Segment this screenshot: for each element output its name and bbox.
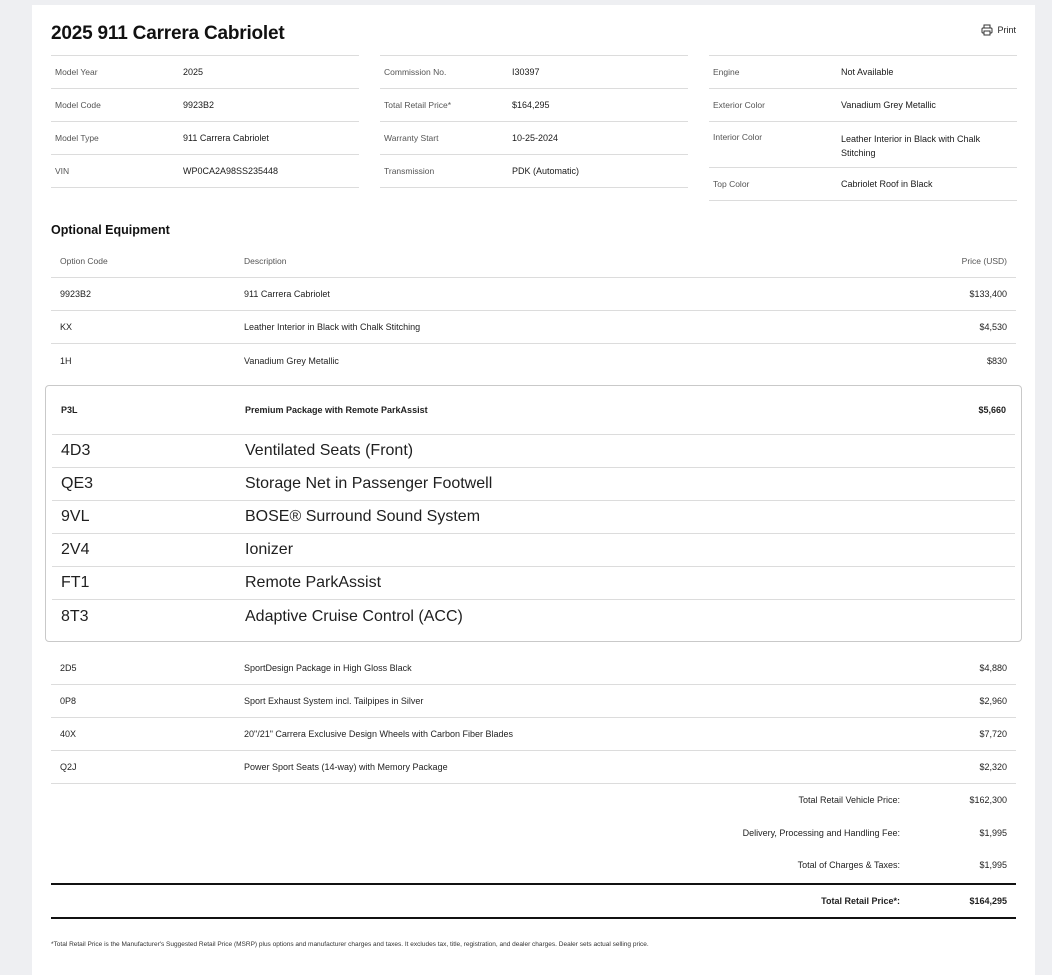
option-code: 0P8 [60,696,77,706]
option-code: 9923B2 [60,289,92,299]
spec-value: Vanadium Grey Metallic [841,100,936,110]
total-final-label: Total Retail Price*: [821,896,900,906]
package-item-row [52,567,1015,600]
header-description: Description [244,256,287,266]
table-row [51,311,1016,344]
spec-label: Model Type [55,133,99,143]
spec-column-1 [51,55,359,188]
option-code: 8T3 [61,607,89,625]
option-description: Ventilated Seats (Front) [245,442,414,459]
spec-label: Top Color [713,179,750,189]
total-value: $1,995 [979,827,1007,838]
spec-value: 911 Carrera Cabriolet [183,133,269,143]
option-description: Power Sport Seats (14-way) with Memory Package [244,762,448,772]
option-code: QE3 [61,475,94,492]
printer-icon [981,24,993,36]
option-description: Remote ParkAssist [245,574,382,591]
table-row [51,652,1016,685]
options-rows-after [51,652,1016,784]
totals-section [51,784,1016,882]
header-option-code: Option Code [60,256,108,266]
package-item-row [52,501,1015,534]
option-description: Vanadium Grey Metallic [244,355,339,366]
option-code: Q2J [60,762,77,772]
spec-value: Leather Interior in Black with Chalk Stitching [841,134,981,158]
spec-row [380,155,688,188]
spec-column-2 [380,55,688,188]
spec-row [51,89,359,122]
option-code: 2V4 [61,541,90,558]
table-row [51,685,1016,718]
option-description: Storage Net in Passenger Footwell [245,475,493,492]
option-description: Sport Exhaust System incl. Tailpipes in Silver [244,696,424,706]
spec-label: Model Code [55,100,101,110]
option-price: $133,400 [969,289,1007,299]
table-row [51,344,1016,377]
option-code: 4D3 [61,442,91,459]
option-price: $4,530 [979,322,1007,332]
total-label: Total of Charges & Taxes: [797,860,900,871]
optional-equipment-title: Optional Equipment [51,223,170,237]
spec-row [709,55,1017,89]
option-price: $4,880 [979,663,1007,673]
package-code: P3L [61,405,78,415]
option-price: $2,960 [979,696,1007,706]
table-row [51,751,1016,784]
spec-label: Commission No. [384,67,447,77]
spec-row [709,89,1017,122]
spec-value: 10-25-2024 [512,133,559,143]
option-code: 1H [60,355,72,366]
spec-row [380,89,688,122]
options-rows-before [51,278,1016,377]
spec-row [51,155,359,188]
total-value: $1,995 [979,860,1007,871]
spec-row [380,55,688,89]
option-code: 2D5 [60,663,77,673]
page-title: 2025 911 Carrera Cabriolet [51,23,285,44]
spec-value: Cabriolet Roof in Black [841,179,933,189]
total-retail-price-row [51,883,1016,919]
table-row [51,278,1016,311]
spec-row [51,55,359,89]
total-label: Total Retail Vehicle Price: [798,795,900,806]
option-price: $7,720 [979,729,1007,739]
spec-row [380,122,688,155]
option-code: FT1 [61,574,90,591]
option-description: Ionizer [245,541,294,558]
spec-value: 9923B2 [183,100,215,110]
spec-label: Transmission [384,166,435,176]
spec-value: $164,295 [512,100,550,110]
spec-label: Model Year [55,67,98,77]
option-description: Leather Interior in Black with Chalk Stitching [244,322,421,332]
package-items [52,435,1015,633]
total-row [51,817,1016,850]
spec-value: I30397 [512,67,540,77]
header-price: Price (USD) [961,256,1007,266]
spec-value: Not Available [841,67,894,77]
print-label: Print [997,25,1016,35]
total-row [51,784,1016,817]
spec-label: Engine [713,67,740,77]
options-table-header [51,245,1016,278]
package-item-row [52,534,1015,567]
spec-row [709,168,1017,201]
package-description: Premium Package with Remote ParkAssist [245,405,428,415]
total-row [51,849,1016,882]
spec-label: VIN [55,166,70,176]
package-header-row [52,386,1015,435]
option-description: SportDesign Package in High Gloss Black [244,663,412,673]
spec-row [709,122,1017,168]
option-description: Adaptive Cruise Control (ACC) [245,607,463,625]
option-code: KX [60,322,73,332]
window-sticker-card [32,5,1035,975]
price-footnote: *Total Retail Price is the Manufacturer's Suggested Retail Price (MSRP) plus options and manufacturer charges and taxes. It excludes tax, title, registration, and dealer charges. Dealer sets actual selling price. [51,941,649,948]
spec-column-3 [709,55,1017,201]
spec-label: Total Retail Price* [384,100,452,110]
package-group-p3l [45,385,1022,642]
spec-value: WP0CA2A98SS235448 [183,166,279,176]
spec-label: Warranty Start [384,133,439,143]
total-final-value: $164,295 [969,896,1007,906]
package-item-row [52,600,1015,633]
table-row [51,718,1016,751]
option-price: $830 [986,355,1007,366]
total-label: Delivery, Processing and Handling Fee: [742,827,900,838]
spec-label: Exterior Color [713,100,765,110]
option-code: 40X [60,729,77,739]
spec-row [51,122,359,155]
option-code: 9VL [61,508,90,525]
spec-value: 2025 [183,67,204,77]
spec-value: PDK (Automatic) [512,166,580,176]
print-button[interactable] [981,24,1016,36]
package-price: $5,660 [978,405,1006,415]
option-description: BOSE® Surround Sound System [245,508,481,525]
option-description: 20"/21" Carrera Exclusive Design Wheels with Carbon Fiber Blades [244,729,514,739]
option-price: $2,320 [979,762,1007,772]
package-item-row [52,435,1015,468]
total-value: $162,300 [969,795,1007,806]
package-item-row [52,468,1015,501]
spec-label: Interior Color [713,132,763,142]
option-description: 911 Carrera Cabriolet [244,289,330,299]
